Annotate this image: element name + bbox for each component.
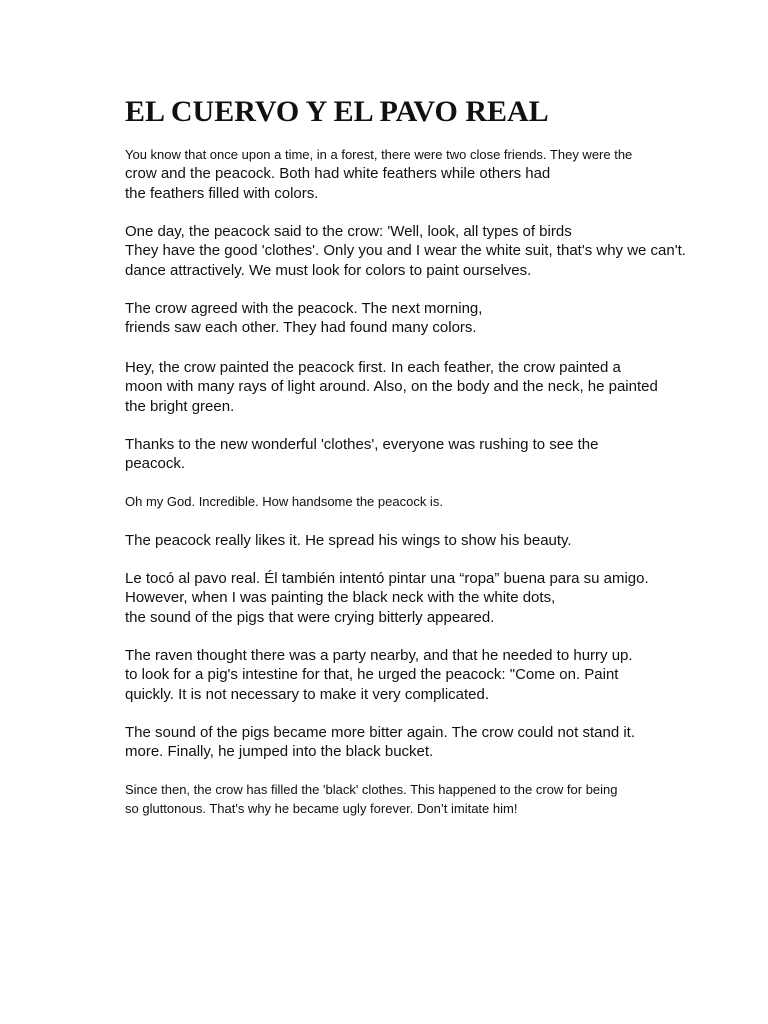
paragraph-line: peacock. xyxy=(125,455,186,473)
paragraph-11 xyxy=(125,780,618,819)
paragraph-line: so gluttonous. That's why he became ugly forever. Don’t imitate him! xyxy=(125,801,518,817)
paragraph-8 xyxy=(125,569,649,627)
paragraph-line: Thanks to the new wonderful 'clothes', everyone was rushing to see the xyxy=(125,436,599,453)
paragraph-5 xyxy=(125,435,599,474)
paragraph-10 xyxy=(125,723,635,762)
paragraph-line: The sound of the pigs became more bitter again. The crow could not stand it. xyxy=(125,724,636,741)
paragraph-line: to look for a pig's intestine for that, he urged the peacock: "Come on. Paint xyxy=(125,666,619,684)
paragraph-line: They have the good 'clothes'. Only you and I wear the white suit, that's why we can't. xyxy=(125,242,686,260)
document-title: EL CUERVO Y EL PAVO REAL xyxy=(125,95,549,128)
paragraph-line: One day, the peacock said to the crow: 'Well, look, all types of birds xyxy=(125,223,572,240)
paragraph-1 xyxy=(125,145,632,203)
paragraph-line: Hey, the crow painted the peacock first. In each feather, the crow painted a xyxy=(125,359,621,376)
paragraph-line: The raven thought there was a party nearby, and that he needed to hurry up. xyxy=(125,647,633,664)
paragraph-2 xyxy=(125,222,686,280)
paragraph-line: However, when I was painting the black neck with the white dots, xyxy=(125,589,556,607)
paragraph-line: the bright green. xyxy=(125,397,235,415)
paragraph-6 xyxy=(125,492,443,511)
paragraph-line: moon with many rays of light around. Also, on the body and the neck, he painted xyxy=(125,378,658,396)
paragraph-4 xyxy=(125,358,658,416)
paragraph-line: crow and the peacock. Both had white feathers while others had xyxy=(125,165,551,183)
paragraph-line: more. Finally, he jumped into the black bucket. xyxy=(125,743,434,761)
paragraph-7 xyxy=(125,531,572,550)
paragraph-line: The crow agreed with the peacock. The next morning, xyxy=(125,300,483,317)
paragraph-line: Oh my God. Incredible. How handsome the peacock is. xyxy=(125,494,443,509)
paragraph-line: You know that once upon a time, in a forest, there were two close friends. They were the xyxy=(125,147,633,162)
paragraph-line: quickly. It is not necessary to make it very complicated. xyxy=(125,685,490,703)
paragraph-line: dance attractively. We must look for colors to paint ourselves. xyxy=(125,261,532,279)
paragraph-line: The peacock really likes it. He spread his wings to show his beauty. xyxy=(125,532,572,549)
paragraph-line: Since then, the crow has filled the 'black' clothes. This happened to the crow for being xyxy=(125,782,618,797)
paragraph-3 xyxy=(125,299,482,338)
paragraph-9 xyxy=(125,646,633,704)
paragraph-line: the sound of the pigs that were crying bitterly appeared. xyxy=(125,608,495,626)
paragraph-line: Le tocó al pavo real. Él también intentó pintar una “ropa” buena para su amigo. xyxy=(125,570,649,587)
paragraph-line: the feathers filled with colors. xyxy=(125,184,319,202)
paragraph-line: friends saw each other. They had found many colors. xyxy=(125,319,477,337)
